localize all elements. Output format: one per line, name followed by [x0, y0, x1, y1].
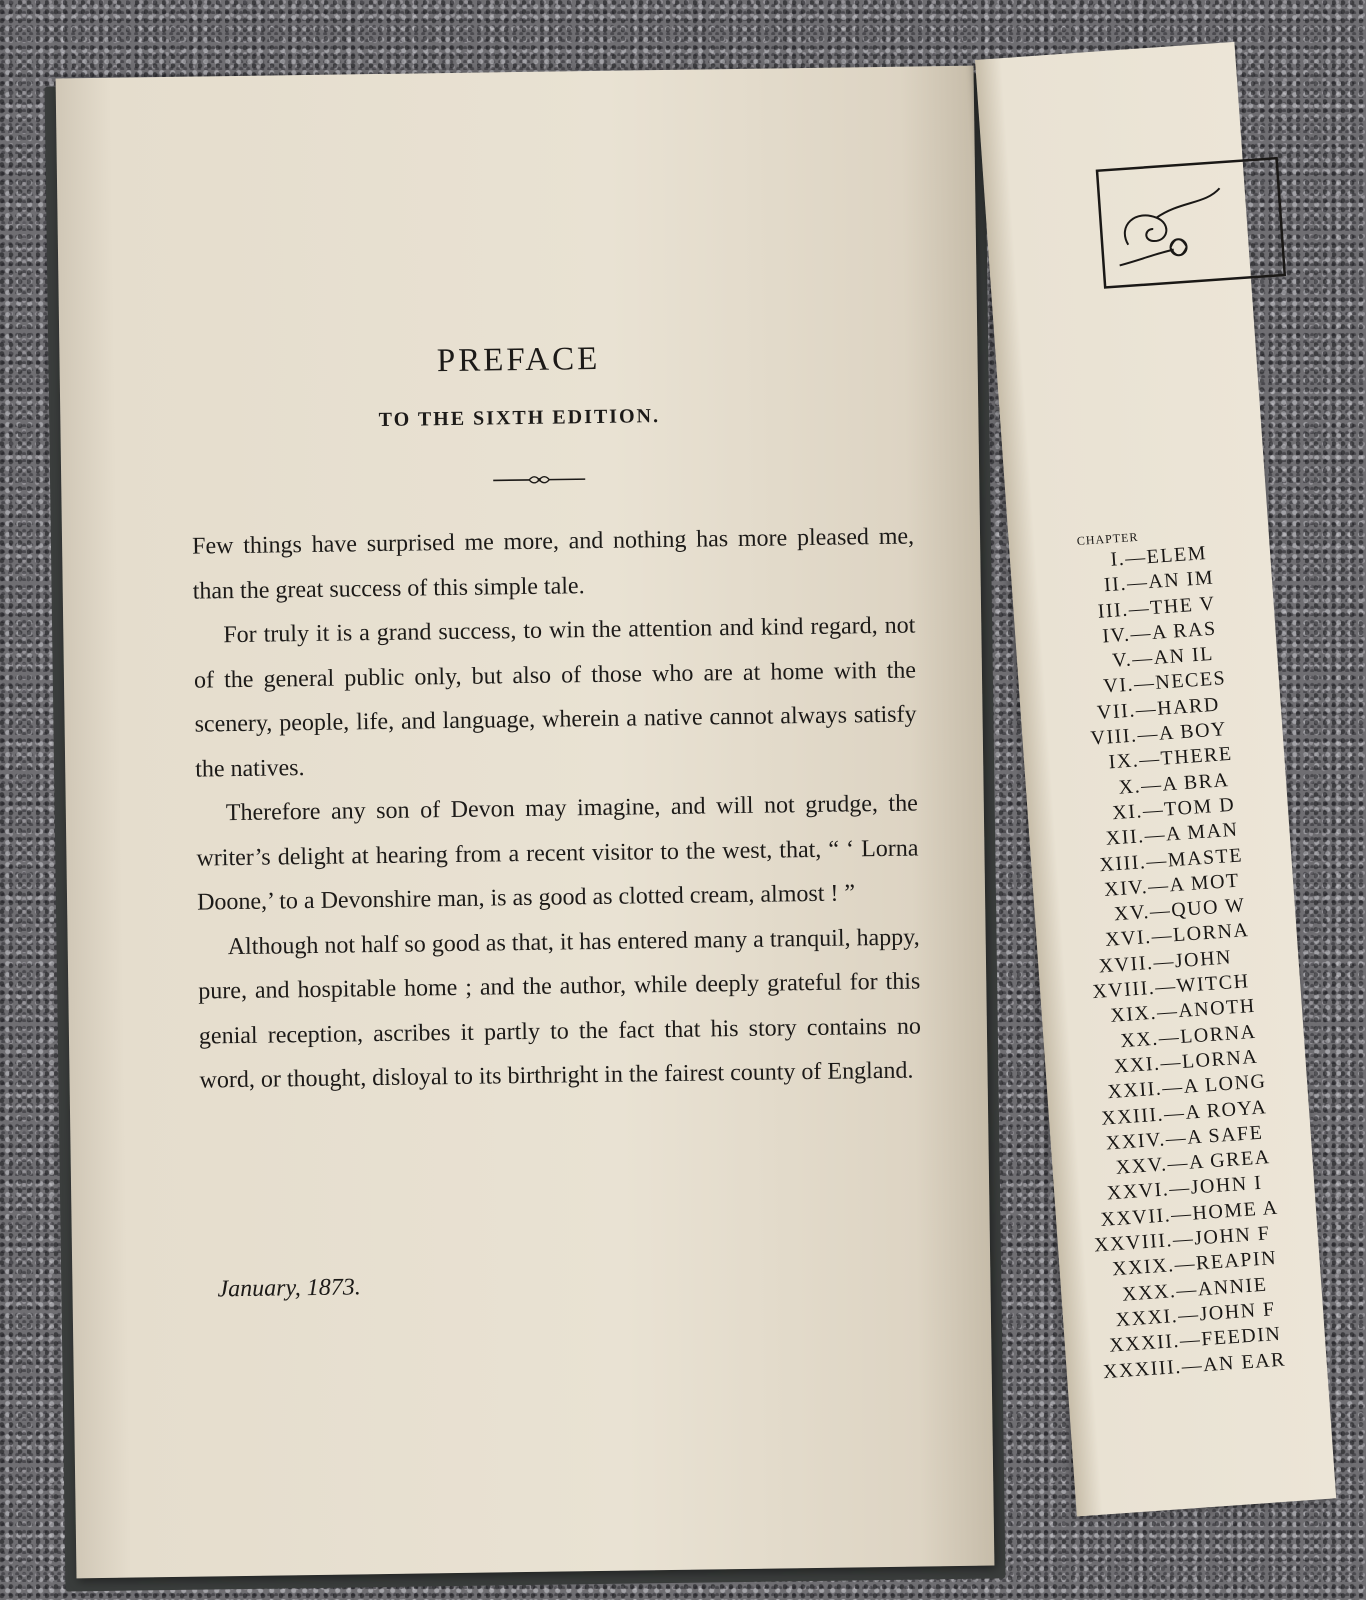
preface-body [192, 515, 922, 1104]
toc-chapter-number: XII. [1105, 825, 1146, 851]
toc-chapter-number: XXI. [1113, 1052, 1162, 1078]
ornament-divider-icon [489, 471, 589, 488]
toc-chapter-number: XIX. [1109, 1002, 1158, 1028]
toc-chapter-title: —A MAN [1143, 818, 1240, 848]
toc-chapter-number: XVI. [1104, 926, 1153, 952]
toc-chapter-title: —ANOTH [1156, 995, 1257, 1024]
toc-chapter-title: —A LONG [1161, 1070, 1268, 1100]
toc-chapter-number: XXIX. [1111, 1254, 1176, 1281]
toc-chapter-title: —QUO W [1149, 894, 1247, 924]
preface-date: January, 1873. [217, 1274, 361, 1303]
paragraph: Therefore any son of Devon may imagine, and will not grudge, the writer’s delight at hearing from a recent visitor to the west, that, “ ‘ Lorna Doone,’ to a Devonshire man, is as good as clotted cream, almost ! ” [196, 790, 919, 916]
toc-chapter-title: —A SAFE [1164, 1121, 1265, 1151]
toc-chapter-title: —HARD [1134, 693, 1221, 722]
right-page [975, 42, 1336, 1517]
toc-chapter-title: —WITCH [1154, 970, 1251, 999]
paragraph: Few things have surprised me more, and nothing has more pleased me, than the great success of this simple tale. [191, 523, 915, 605]
toc-chapter-number: XXV. [1115, 1153, 1169, 1179]
toc-chapter-title: —A BOY [1136, 718, 1228, 747]
toc-chapter-title: —ANNIE [1175, 1273, 1269, 1302]
toc-chapter-number: III. [1097, 598, 1130, 623]
toc-chapter-number: XXVI. [1106, 1178, 1171, 1205]
preface-subtitle: TO THE SIXTH EDITION. [378, 405, 661, 432]
toc-chapter-number: X. [1117, 774, 1142, 799]
toc-chapter-title: —LORNA [1150, 919, 1251, 949]
chapter-label: CHAPTER [1076, 529, 1139, 549]
preface-title: PREFACE [436, 340, 601, 380]
left-page [56, 66, 995, 1579]
toc-chapter-number: VIII. [1089, 724, 1139, 750]
toc-chapter-number: XXXIII. [1102, 1355, 1183, 1383]
toc-chapter-number: XXIII. [1100, 1102, 1165, 1130]
paragraph: For truly it is a grand success, to win the attention and kind regard, not of the general public only, but also of those who are at home with the scenery, people, life, and language, wherein a native cannot always satisfy the natives. [193, 612, 917, 783]
toc-chapter-number: VI. [1102, 673, 1135, 699]
toc-chapter-number: V. [1111, 648, 1133, 673]
toc-chapter-title: —A MOT [1147, 869, 1241, 898]
toc-chapter-number: XXII. [1106, 1077, 1163, 1104]
toc-chapter-title: —ELEM [1124, 542, 1208, 570]
toc-chapter-title: —A GREA [1166, 1146, 1272, 1176]
toc-chapter-title: —JOHN F [1172, 1222, 1272, 1252]
toc-chapter-number: XXIV. [1105, 1128, 1167, 1155]
toc-chapter-title: —JOHN I [1168, 1172, 1264, 1201]
toc-chapter-title: —AN IL [1131, 643, 1215, 671]
toc-chapter-title: —MASTE [1145, 843, 1244, 873]
toc-chapter-title: —REAPIN [1173, 1247, 1278, 1277]
toc-chapter-title: —NECES [1133, 667, 1227, 696]
toc-chapter-title: —HOME A [1170, 1196, 1280, 1226]
toc-chapter-number: XVII. [1098, 951, 1155, 978]
toc-chapter-number: XI. [1111, 800, 1144, 825]
toc-chapter-number: I. [1109, 547, 1126, 571]
toc-chapter-title: —JOHN F [1177, 1298, 1277, 1327]
toc-chapter-number: XXX. [1121, 1279, 1178, 1306]
toc-chapter-number: VII. [1096, 699, 1137, 724]
paragraph: Although not half so good as that, it has entered many a tranquil, happy, pure, and hospitable home ; and the author, while deeply grateful for this genial reception, ascribes it partly to the fact that his story contains no word, or thought, disloyal to its birthright in the fairest county of England. [198, 924, 922, 1094]
toc-chapter-title: —A BRA [1140, 768, 1231, 797]
toc-chapter-title: —AN IM [1126, 566, 1215, 595]
toc-chapter-number: XXXII. [1108, 1330, 1181, 1357]
toc-chapter-number: XXVIII. [1093, 1229, 1174, 1257]
toc-chapter-title: —AN EAR [1180, 1348, 1287, 1378]
toc-chapter-title: —A RAS [1129, 617, 1218, 646]
toc-chapter-title: —FEEDIN [1179, 1322, 1282, 1353]
toc-chapter-number: XVIII. [1091, 976, 1156, 1004]
toc-chapter-number: XXXI. [1114, 1304, 1179, 1332]
toc-chapter-number: II. [1103, 573, 1128, 597]
toc-chapter-title: —A ROYA [1163, 1095, 1268, 1125]
toc-chapter-title: —LORNA [1157, 1020, 1258, 1050]
toc-chapter-number: IX. [1107, 749, 1141, 774]
toc-chapter-number: XXVII. [1099, 1203, 1172, 1231]
toc-chapter-title: —LORNA [1159, 1045, 1259, 1075]
toc-chapter-title: —THERE [1138, 743, 1234, 772]
toc-chapter-number: IV. [1101, 623, 1132, 648]
toc-chapter-title: —THE V [1127, 592, 1217, 621]
toc-chapter-number: XIII. [1098, 850, 1148, 876]
toc-chapter-title: —JOHN [1152, 946, 1233, 974]
toc-chapter-title: —TOM D [1142, 793, 1236, 823]
toc-chapter-number: XV. [1113, 901, 1151, 926]
toc-chapter-number: XIV. [1103, 875, 1149, 901]
table-of-contents [1040, 535, 1358, 1386]
toc-chapter-number: XX. [1119, 1027, 1160, 1052]
decorative-headpiece-icon [1093, 156, 1261, 292]
